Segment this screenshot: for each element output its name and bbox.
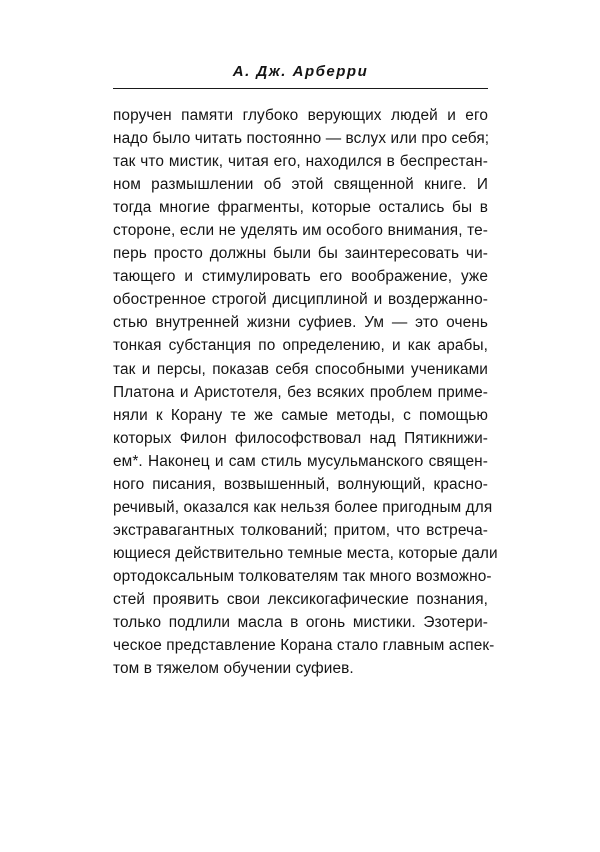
text-line: стью внутренней жизни суфиев. Ум — это очень — [113, 314, 488, 332]
text-line: речивый, оказался как нельзя более пригодным для — [113, 498, 493, 516]
text-line: ном размышлении об этой священной книге. И — [113, 176, 488, 194]
text-line: ющиеся действительно темные места, которые дали — [113, 544, 498, 562]
text-line: няли к Корану те же самые методы, с помощью — [113, 406, 488, 424]
text-line: тонкая субстанция по определению, и как арабы, — [113, 337, 488, 355]
text-line: перь просто должны были бы заинтересовать чи- — [113, 245, 488, 263]
text-line: надо было читать постоянно — вслух или про себя; — [113, 130, 490, 148]
text-line: обостренное строгой дисциплиной и воздержанно- — [113, 291, 488, 309]
text-line: ем*. Наконец и сам стиль мусульманского священ- — [113, 452, 488, 470]
text-line: стей проявить свои лексикогафические познания, — [113, 590, 488, 608]
text-line: поручен памяти глубоко верующих людей и его — [113, 107, 488, 124]
text-line: тающего и стимулировать его воображение, уже — [113, 268, 488, 286]
text-line: тогда многие фрагменты, которые остались бы в — [113, 199, 488, 217]
text-line: которых Филон философствовал над Пятикнижи- — [113, 429, 488, 447]
text-line-last: том в тяжелом обучении суфиев. — [113, 660, 354, 678]
text-line: так что мистик, читая его, находился в беспрестан- — [113, 153, 488, 171]
header-rule — [113, 88, 488, 89]
text-line: только подлили масла в огонь мистики. Эзотери- — [113, 614, 488, 632]
text-line: ческое представление Корана стало главным аспек- — [113, 637, 495, 655]
text-line: Платона и Аристотеля, без всяких проблем приме- — [113, 383, 488, 401]
text-line: ного писания, возвышенный, волнующий, красно- — [113, 475, 488, 493]
body-text — [113, 104, 498, 680]
text-line: так и персы, показав себя способными учениками — [113, 360, 488, 378]
text-line: экстравагантных толкований; притом, что встреча- — [113, 521, 488, 539]
running-head-author: А. Дж. Арберри — [232, 63, 369, 80]
text-line: стороне, если не уделять им особого внимания, те- — [113, 222, 488, 240]
text-line: ортодоксальным толкователям так много возможно- — [113, 567, 492, 585]
